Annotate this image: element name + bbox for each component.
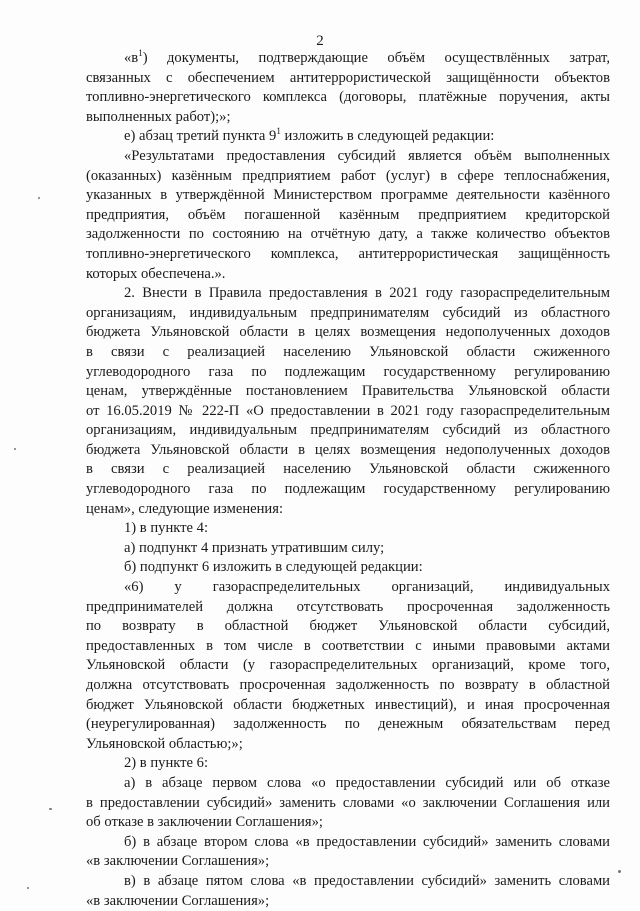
scan-speck	[38, 197, 40, 199]
text-line-continuation: ) документы, подтверждающие объём осуществлённых затрат,	[142, 50, 610, 66]
text-line-content: в предоставлении субсидий» заменить словами «о заключении Соглашения или	[86, 794, 610, 811]
text-line	[86, 363, 610, 383]
scan-speck	[27, 887, 29, 889]
text-line-content: 2) в пункте 6:	[124, 755, 209, 772]
text-line	[86, 186, 610, 206]
text-line-content: указанных в утверждённой Министерством программе деятельности казённого	[86, 187, 610, 204]
text-line	[86, 813, 610, 833]
text-line	[86, 696, 610, 716]
text-line	[86, 88, 610, 108]
text-line-content: бюджета Ульяновской области в целях возмещения недополученных доходов	[86, 441, 610, 458]
text-line	[86, 225, 610, 245]
text-line-content: об отказе в заключении Соглашения»;	[86, 814, 323, 831]
text-line-content: 2. Внести в Правила предоставления в 2021 году газораспределительным	[124, 285, 610, 302]
text-line-content: «в заключении Соглашения»;	[86, 853, 270, 870]
text-line	[86, 127, 610, 147]
text-line	[86, 715, 610, 735]
text-line-content: должна отсутствовать просроченная задолженность по возврату в областной	[86, 677, 610, 693]
text-line	[86, 206, 610, 226]
text-line	[86, 441, 610, 461]
text-line	[86, 617, 610, 637]
text-line-content: задолженности по состоянию на отчётную дату, а также количество объектов	[86, 226, 610, 243]
text-line	[86, 539, 610, 559]
text-line-content: «в заключении Соглашения»;	[86, 892, 270, 909]
text-line-content: 1) в пункте 4:	[124, 520, 209, 537]
text-line-continuation: изложить в следующей редакции:	[280, 128, 495, 145]
text-line-content: которых обеспечена.».	[86, 265, 226, 282]
text-line	[86, 167, 610, 187]
text-line	[86, 558, 610, 578]
text-line-content: а) в абзаце первом слова «о предоставлении субсидий или об отказе	[124, 774, 610, 791]
text-line-content: ценам, утверждённые постановлением Правительства Ульяновской области	[86, 383, 610, 400]
text-line	[86, 656, 610, 676]
text-line	[86, 500, 610, 520]
text-line-content: е) абзац третий пункта 9	[124, 128, 277, 145]
text-line-content: организациям, индивидуальным предпринимателям субсидий из областного	[86, 304, 610, 321]
text-line-content: Ульяновской областью;»;	[86, 735, 243, 752]
text-line-content: б) в абзаце втором слова «в предоставлении субсидий» заменить словами	[124, 833, 610, 850]
text-line	[86, 323, 610, 343]
text-line	[86, 147, 610, 167]
text-line-content: предпринимателей должна отсутствовать просроченная задолженность	[86, 598, 610, 615]
superscript: 1	[138, 49, 143, 59]
text-line-content: от 16.05.2019 № 222-П «О предоставлении в 2021 году газораспределительным	[86, 402, 610, 419]
text-line	[86, 774, 610, 794]
text-line-content: ценам», следующие изменения:	[86, 500, 284, 517]
text-line	[86, 578, 610, 598]
text-line	[86, 794, 610, 814]
text-line	[86, 421, 610, 441]
text-line	[86, 343, 610, 363]
text-line-content: по возврату в областной бюджет Ульяновской области субсидий,	[86, 618, 610, 635]
text-line	[86, 637, 610, 657]
text-line	[86, 892, 610, 911]
text-line-content: бюджет Ульяновской области бюджетных инвестиций), и иная просроченная	[86, 696, 610, 713]
text-line	[86, 754, 610, 774]
text-line	[86, 69, 610, 89]
scan-speck	[618, 870, 621, 873]
text-line	[86, 284, 610, 304]
text-line	[86, 833, 610, 853]
text-line-content: в связи с реализацией населению Ульяновской области сжиженного	[86, 343, 610, 360]
text-line-content: углеводородного газа по подлежащим государственному регулированию	[86, 363, 610, 380]
text-line-content: углеводородного газа по подлежащим государственному регулированию	[86, 481, 610, 498]
text-line	[86, 382, 610, 402]
text-line	[86, 852, 610, 872]
text-line-content: связанных с обеспечением антитеррористической защищённости объектов	[86, 69, 610, 86]
text-line	[86, 265, 610, 285]
text-line-content: б) подпункт 6 изложить в следующей редакции:	[124, 559, 423, 576]
text-line	[86, 460, 610, 480]
text-line	[86, 480, 610, 500]
text-line	[86, 402, 610, 422]
text-line-content: в) в абзаце пятом слова «в предоставлении субсидий» заменить словами	[124, 872, 610, 889]
text-line-content: а) подпункт 4 признать утратившим силу;	[124, 539, 385, 556]
text-line-content: топливно-энергетического комплекса, антитеррористическая защищённость	[86, 245, 610, 262]
text-line	[86, 598, 610, 618]
document-body	[86, 49, 610, 911]
text-line-content: «Результатами предоставления субсидий является объём выполненных	[124, 147, 610, 164]
text-line	[86, 108, 610, 128]
text-line	[86, 519, 610, 539]
text-line-content: (неурегулированная) задолженность по денежным обязательствам перед	[86, 716, 610, 733]
text-line-content: бюджета Ульяновской области в целях возмещения недополученных доходов	[86, 324, 610, 341]
text-line-content: (оказанных) казённым предприятием работ (услуг) в сфере теплоснабжения,	[86, 167, 610, 184]
text-line-content: «6) у газораспределительных организаций, индивидуальных	[124, 579, 610, 596]
text-line	[86, 49, 610, 69]
text-line-content: предприятия, объём погашенной казённым предприятием кредиторской	[86, 206, 610, 223]
text-line	[86, 304, 610, 324]
page-number: 2	[316, 33, 324, 49]
text-line-content: предоставленных в том числе в соответствии с иными правовыми актами	[86, 637, 610, 654]
scan-speck	[49, 808, 52, 810]
text-line-content: топливно-энергетического комплекса (договоры, платёжные поручения, акты	[86, 89, 610, 106]
text-line-content: в связи с реализацией населению Ульяновской области сжиженного	[86, 461, 610, 478]
text-line	[86, 676, 610, 696]
text-line-content: выполненных работ);»;	[86, 108, 231, 125]
text-line	[86, 872, 610, 892]
text-line-content: организациям, индивидуальным предпринимателям субсидий из областного	[86, 422, 610, 439]
text-line-content: «в	[124, 50, 139, 66]
scan-speck	[14, 448, 16, 450]
text-line-content: Ульяновской области (у газораспределительных организаций, кроме того,	[86, 657, 610, 674]
text-line	[86, 735, 610, 755]
text-line	[86, 245, 610, 265]
superscript: 1	[276, 127, 281, 137]
